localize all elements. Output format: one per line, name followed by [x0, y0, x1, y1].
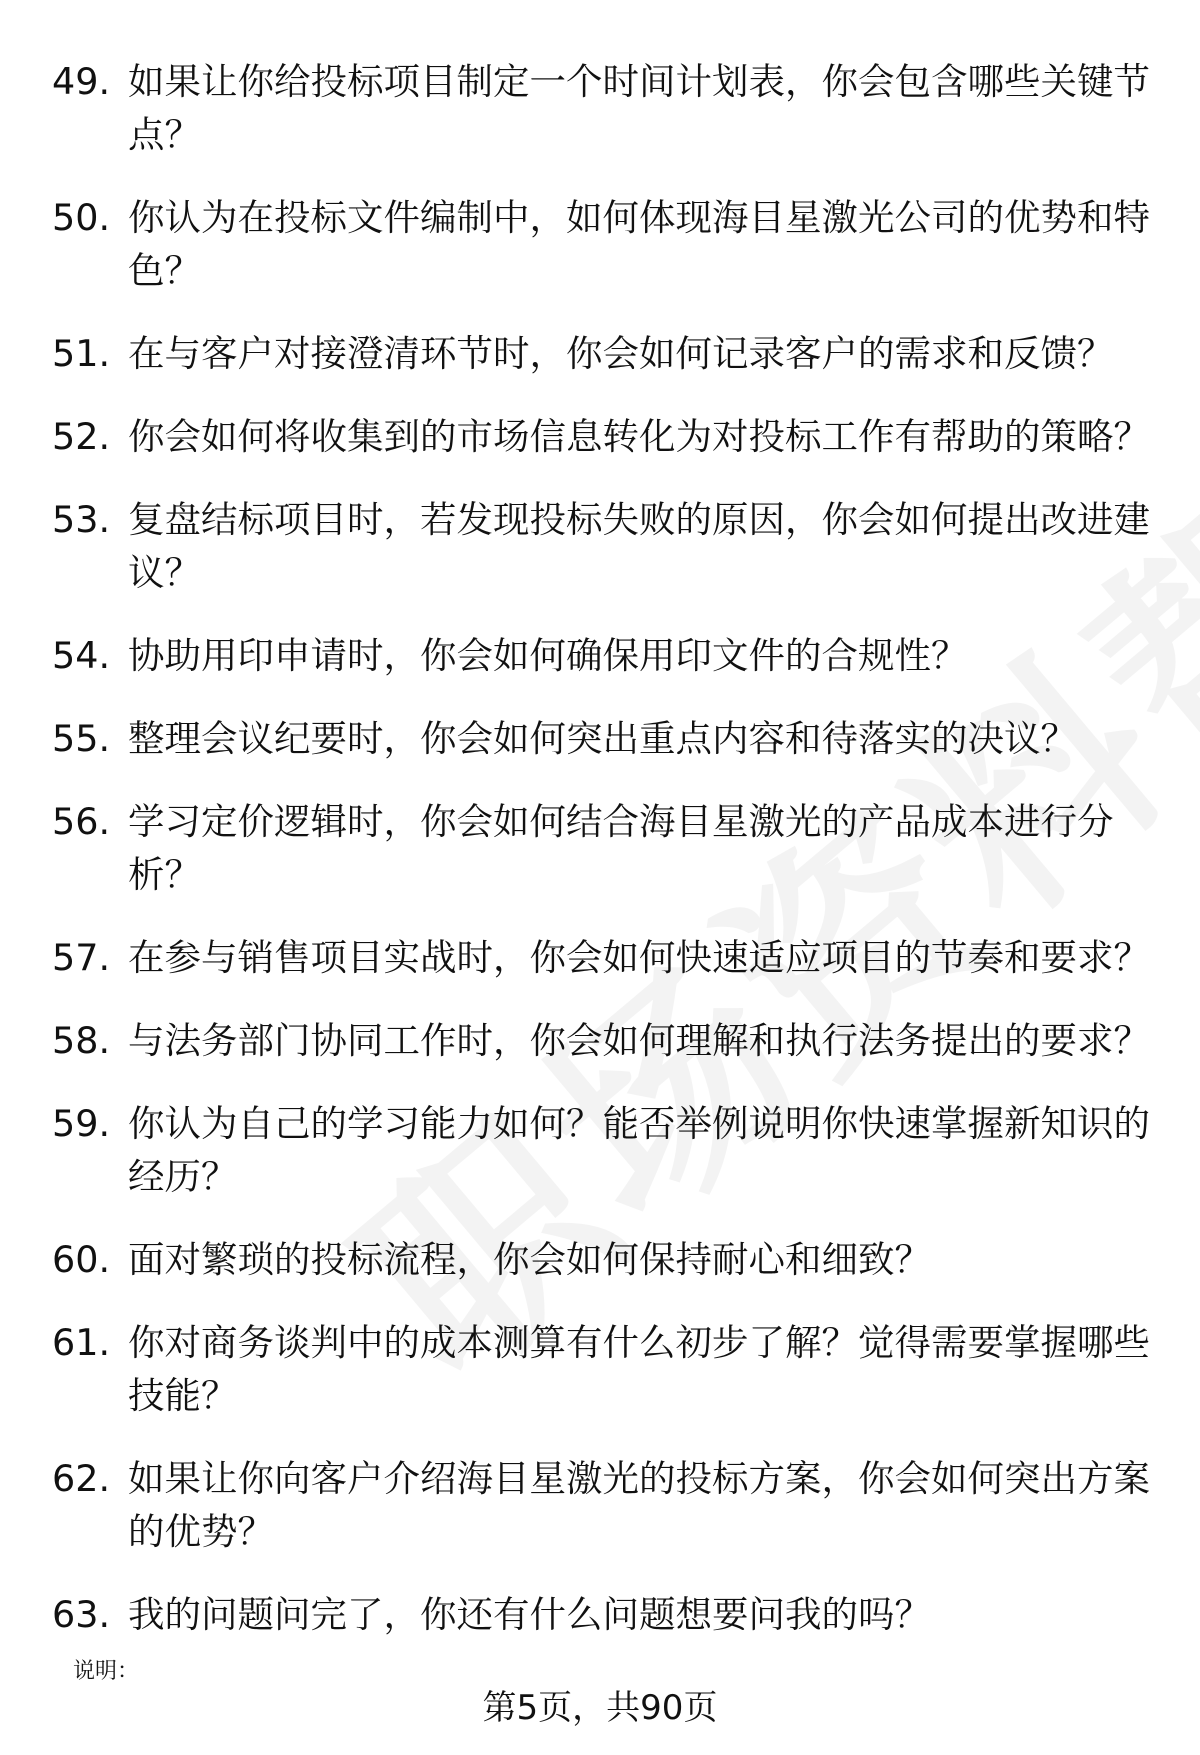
question-number: 56. — [52, 800, 111, 843]
question-number: 57. — [52, 936, 111, 979]
question-list — [52, 55, 1152, 1671]
question-text: 你认为在投标文件编制中，如何体现海目星激光公司的优势和特色？ — [128, 196, 1150, 292]
question-item — [52, 327, 1152, 380]
question-item — [52, 712, 1152, 765]
question-text: 协助用印申请时，你会如何确保用印文件的合规性？ — [128, 634, 968, 677]
question-number: 51. — [52, 332, 111, 375]
question-item — [52, 493, 1152, 599]
question-number: 55. — [52, 717, 111, 760]
question-text: 与法务部门协同工作时，你会如何理解和执行法务提出的要求？ — [128, 1019, 1150, 1062]
question-number: 63. — [52, 1593, 111, 1636]
question-number: 61. — [52, 1321, 111, 1364]
question-item — [52, 410, 1152, 463]
question-text: 在参与销售项目实战时，你会如何快速适应项目的节奏和要求？ — [128, 936, 1150, 979]
question-number: 53. — [52, 498, 111, 541]
question-number: 59. — [52, 1102, 111, 1145]
page-number-footer: 第5页，共90页 — [482, 1688, 718, 1728]
question-number: 50. — [52, 196, 111, 239]
question-text: 复盘结标项目时，若发现投标失败的原因，你会如何提出改进建议？ — [128, 498, 1150, 594]
question-text: 你会如何将收集到的市场信息转化为对投标工作有帮助的策略？ — [128, 415, 1150, 458]
question-number: 49. — [52, 60, 111, 103]
question-item — [52, 1316, 1152, 1422]
question-text: 整理会议纪要时，你会如何突出重点内容和待落实的决议？ — [128, 717, 1077, 760]
question-number: 54. — [52, 634, 111, 677]
question-item — [52, 55, 1152, 161]
question-item — [52, 629, 1152, 682]
question-item — [52, 1588, 1152, 1641]
question-text: 你对商务谈判中的成本测算有什么初步了解？觉得需要掌握哪些技能？ — [128, 1321, 1150, 1417]
question-item — [52, 795, 1152, 901]
question-text: 如果让你向客户介绍海目星激光的投标方案，你会如何突出方案的优势？ — [128, 1457, 1150, 1553]
question-item — [52, 1233, 1152, 1286]
question-item — [52, 191, 1152, 297]
question-item — [52, 1452, 1152, 1558]
question-text: 面对繁琐的投标流程，你会如何保持耐心和细致？ — [128, 1238, 931, 1281]
question-item — [52, 1097, 1152, 1203]
question-item — [52, 931, 1152, 984]
question-number: 60. — [52, 1238, 111, 1281]
question-text: 在与客户对接澄清环节时，你会如何记录客户的需求和反馈？ — [128, 332, 1114, 375]
question-text: 如果让你给投标项目制定一个时间计划表，你会包含哪些关键节点？ — [128, 60, 1150, 156]
question-text: 学习定价逻辑时，你会如何结合海目星激光的产品成本进行分析？ — [128, 800, 1114, 896]
question-text: 我的问题问完了，你还有什么问题想要问我的吗？ — [128, 1593, 931, 1636]
question-text: 你认为自己的学习能力如何？能否举例说明你快速掌握新知识的经历？ — [128, 1102, 1150, 1198]
question-number: 62. — [52, 1457, 111, 1500]
question-number: 52. — [52, 415, 111, 458]
note-label: 说明： — [73, 1659, 140, 1684]
question-number: 58. — [52, 1019, 111, 1062]
question-item — [52, 1014, 1152, 1067]
